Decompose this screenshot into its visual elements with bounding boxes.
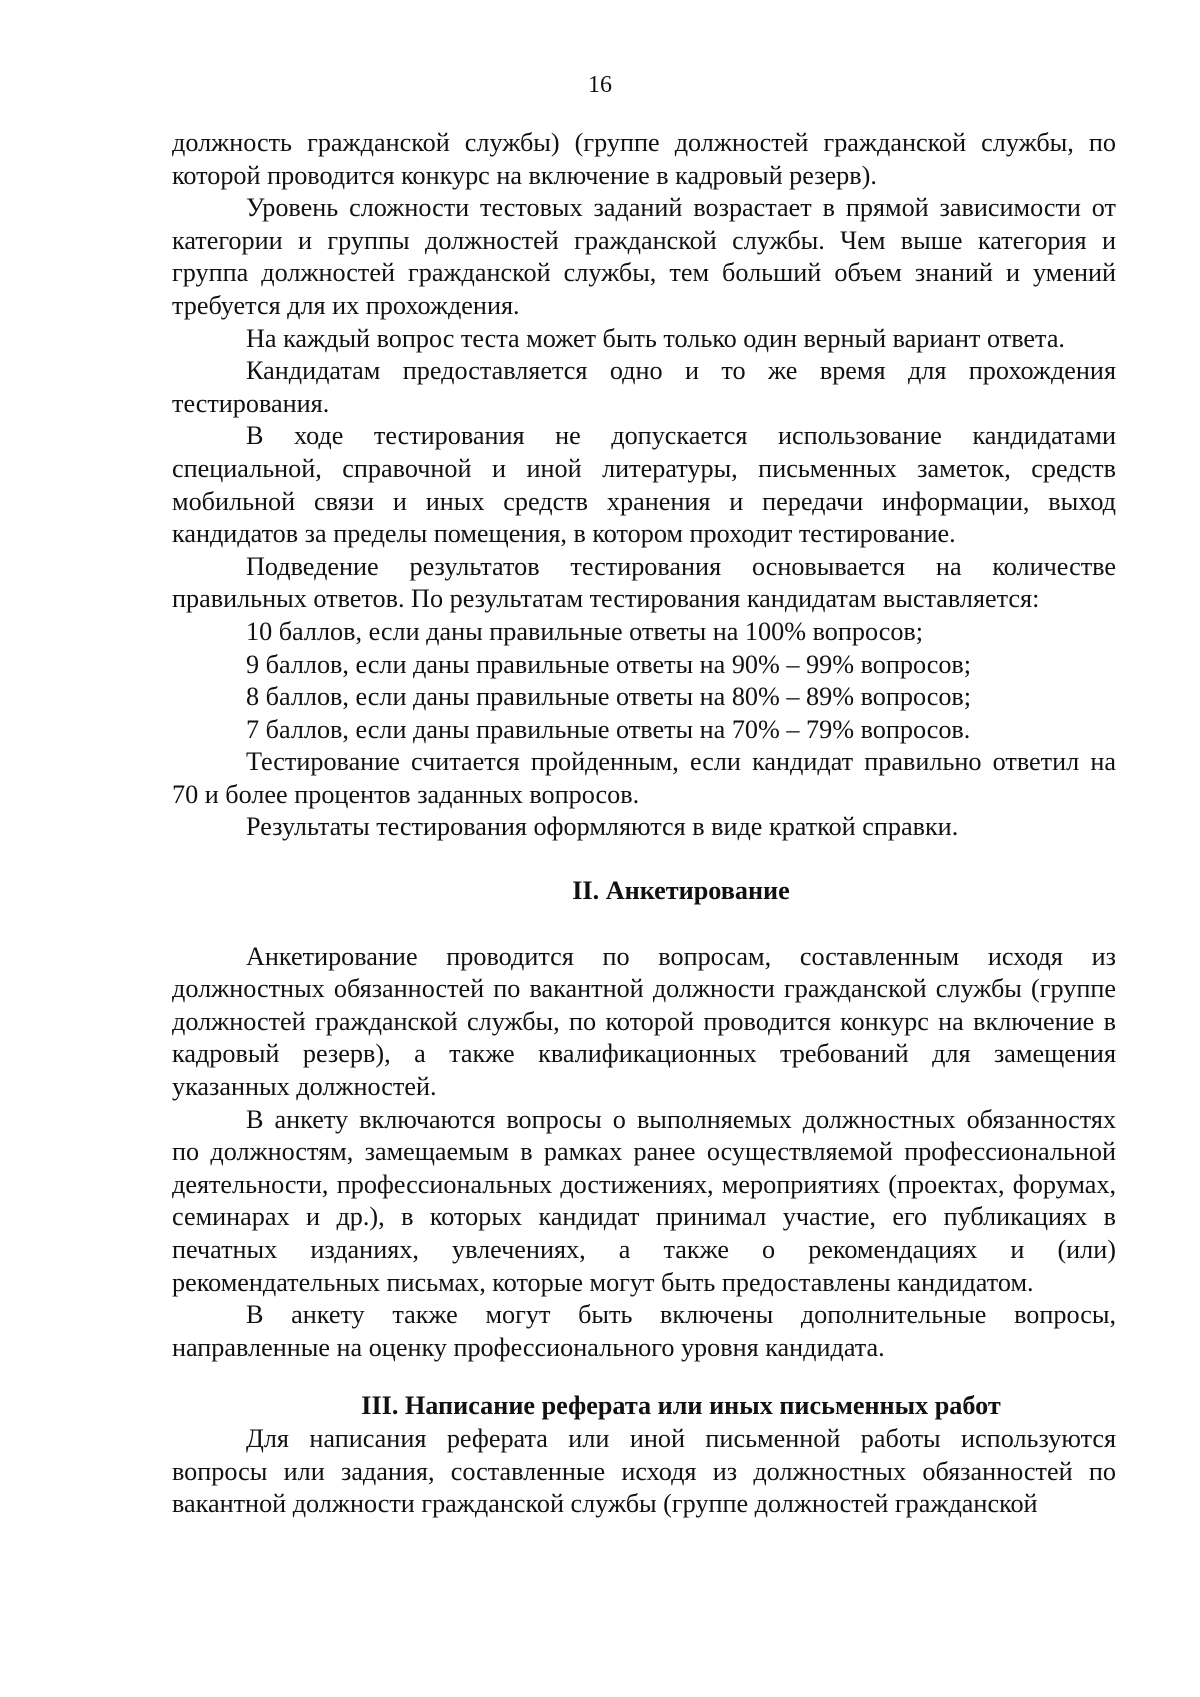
paragraph-difficulty: Уровень сложности тестовых заданий возрастает в прямой зависимости от категории и группы должностей гражданской службы. Чем выше категория и группа должностей гражданской службы, тем больший объем знаний и умений требуется для их прохождения. (172, 193, 1116, 320)
section-heading-questionnaire: II. Анкетирование (572, 876, 790, 906)
page-number: 16 (588, 72, 612, 98)
paragraph-restrictions: В ходе тестирования не допускается использование кандидатами специальной, справочной и иной литературы, письменных заметок, средств мобильной связи и иных средств хранения и передачи информации, выход кандидатов за пределы помещения, в котором проходит тестирование. (172, 421, 1116, 549)
score-line-10: 10 баллов, если даны правильные ответы на 100% вопросов; (246, 616, 924, 646)
document-body (172, 127, 1116, 1521)
paragraph-results-basis: Подведение результатов тестирования основывается на количестве правильных ответов. По результатам тестирования кандидатам выставляется: (172, 551, 1116, 614)
score-line-7: 7 баллов, если даны правильные ответы на 70% – 79% вопросов. (246, 714, 971, 744)
paragraph-test-passed: Тестирование считается пройденным, если кандидат правильно ответил на 70 и более процентов заданных вопросов. (172, 747, 1116, 809)
paragraph-continuation: должность гражданской службы) (группе должностей гражданской службы, по которой проводится конкурс на включение в кадровый резерв). (172, 128, 1116, 190)
score-line-9: 9 баллов, если даны правильные ответы на 90% – 99% вопросов; (246, 649, 972, 679)
paragraph-test-results: Результаты тестирования оформляются в виде краткой справки. (246, 812, 959, 842)
section-heading-essay: III. Написание реферата или иных письменных работ (361, 1391, 1001, 1421)
paragraph-questionnaire-extra: В анкету также могут быть включены дополнительные вопросы, направленные на оценку профессионального уровня кандидата. (172, 1300, 1116, 1362)
paragraph-one-answer: На каждый вопрос теста может быть только один верный вариант ответа. (246, 323, 1065, 353)
paragraph-essay-basis: Для написания реферата или иной письменной работы используются вопросы или задания, составленные исходя из должностных обязанностей по вакантной должности гражданской службы (группе должностей гражданской (172, 1423, 1116, 1519)
score-line-8: 8 баллов, если даны правильные ответы на 80% – 89% вопросов; (246, 682, 972, 712)
paragraph-same-time: Кандидатам предоставляется одно и то же время для прохождения тестирования. (172, 356, 1116, 418)
paragraph-questionnaire-basis: Анкетирование проводится по вопросам, составленным исходя из должностных обязанностей по вакантной должности гражданской службы (группе должностей гражданской службы, по которой проводится конкурс на включение в кадровый резерв), а также квалификационных требований для замещения указанных должностей. (172, 941, 1116, 1102)
paragraph-questionnaire-content: В анкету включаются вопросы о выполняемых должностных обязанностях по должностям, замещаемым в рамках ранее осуществляемой профессиональной деятельности, профессиональных достижениях, мероприятиях (проектах, форумах, семинарах и др.), в которых кандидат принимал участие, его публикациях в печатных изданиях, увлечениях, а также о рекомендациях и (или) рекомендательных письмах, которые могут быть предоставлены кандидатом. (172, 1104, 1116, 1297)
